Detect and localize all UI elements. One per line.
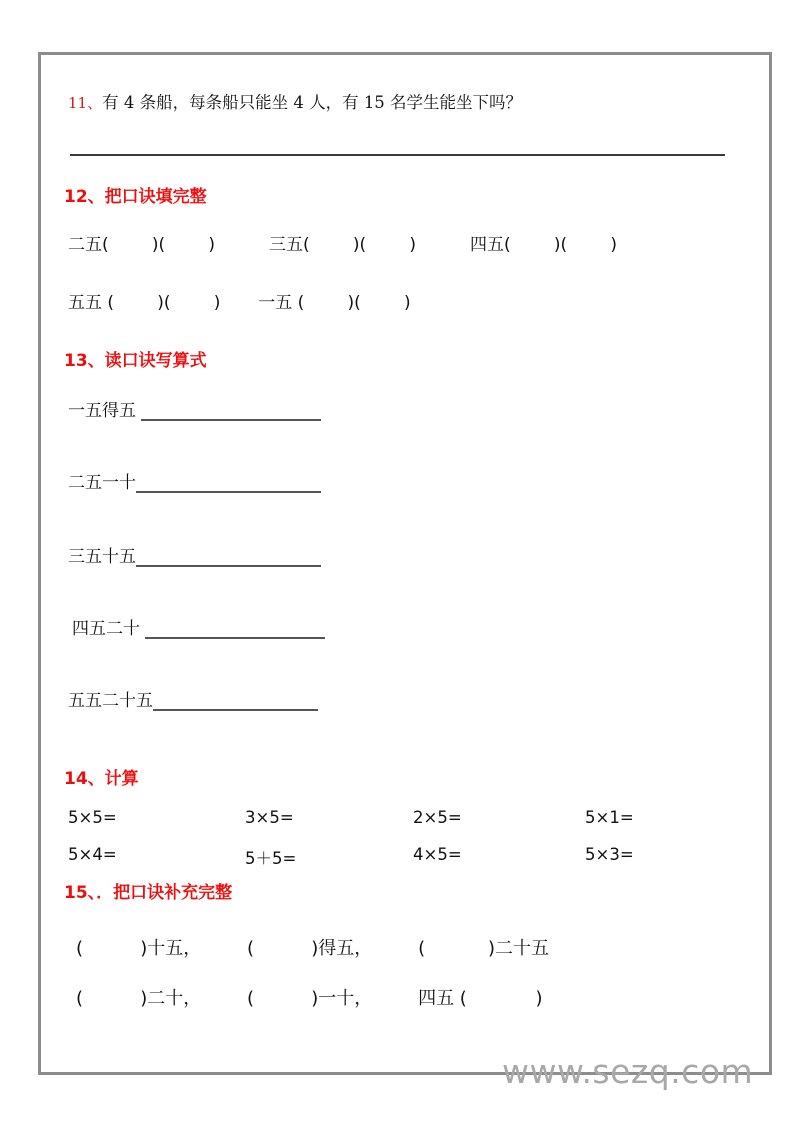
question-11-number: 11、 xyxy=(68,94,103,112)
section-13-term-4: 四五二十 xyxy=(72,619,146,639)
section-14-heading: 14、计算 xyxy=(64,769,139,789)
section-15-row-1[interactable]: ( )十五， ( )得五， ( )二十五 xyxy=(76,938,550,959)
section-13-answer-line-5[interactable] xyxy=(153,697,318,711)
calc-expression[interactable]: 2×5= xyxy=(413,808,462,827)
section-13-answer-line-1[interactable] xyxy=(141,407,321,421)
section-13-item-2 xyxy=(68,468,321,498)
section-13-term-3: 三五十五 xyxy=(68,547,136,567)
section-13-answer-line-4[interactable] xyxy=(145,625,325,639)
section-15-row-2[interactable]: ( )二十， ( )一十， 四五 ( ) xyxy=(76,988,543,1009)
section-13-item-1 xyxy=(68,396,321,426)
section-12-heading: 12、把口诀填完整 xyxy=(64,187,207,207)
calc-expression[interactable]: 5＋5= xyxy=(245,849,297,868)
section-12-row-2[interactable]: 五五 ( )( ) 一五 ( )( ) xyxy=(68,293,411,313)
section-13-item-3 xyxy=(68,542,321,572)
section-13-term-2: 二五一十 xyxy=(68,473,136,493)
section-13-item-4 xyxy=(72,614,325,644)
calc-expression[interactable]: 5×1= xyxy=(585,808,634,827)
section-13-heading: 13、读口诀写算式 xyxy=(64,351,207,371)
calc-expression[interactable]: 4×5= xyxy=(413,845,462,864)
question-11-answer-line[interactable] xyxy=(70,154,725,156)
calc-expression[interactable]: 3×5= xyxy=(245,808,294,827)
section-12-row-1[interactable]: 二五( )( ) 三五( )( ) 四五( )( ) xyxy=(68,235,618,255)
site-watermark: www.sezq.com xyxy=(502,1052,754,1091)
question-11 xyxy=(68,92,728,114)
section-13-answer-line-3[interactable] xyxy=(136,553,321,567)
section-13-term-5: 五五二十五 xyxy=(68,691,153,711)
section-13-answer-line-2[interactable] xyxy=(136,479,321,493)
calc-expression[interactable]: 5×4= xyxy=(68,845,117,864)
section-13-term-1: 一五得五 xyxy=(68,401,142,421)
section-13-item-5 xyxy=(68,686,318,716)
section-15-heading: 15、．把口诀补充完整 xyxy=(64,883,233,903)
question-11-text: 有 4 条船，每条船只能坐 4 人，有 15 名学生能坐下吗？ xyxy=(102,93,523,112)
calc-expression[interactable]: 5×3= xyxy=(585,845,634,864)
calc-expression[interactable]: 5×5= xyxy=(68,808,117,827)
